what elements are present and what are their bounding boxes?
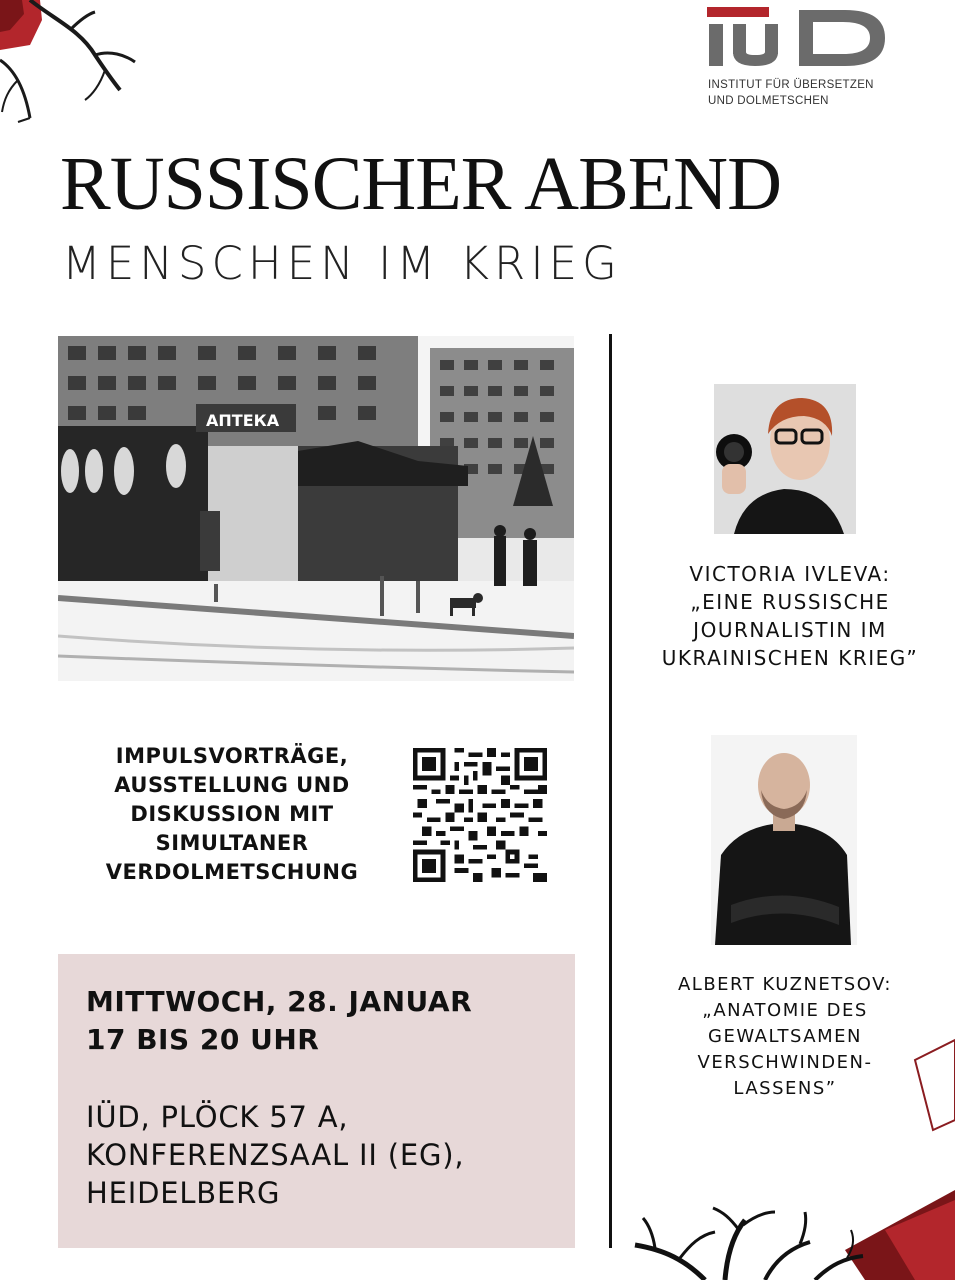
branch-decoration-bottom-right — [615, 1020, 955, 1280]
page-subtitle: MENSCHEN IM KRIEG — [62, 237, 622, 290]
speaker-2-line: LASSENS” — [733, 1078, 837, 1099]
program-line: SIMULTANER — [155, 831, 309, 855]
event-time: 17 BIS 20 UHR — [86, 1023, 320, 1056]
speaker-2-line: GEWALTSAMEN — [708, 1026, 862, 1047]
street-scene-illustration — [58, 336, 574, 681]
event-address — [86, 1098, 464, 1212]
branch-decoration-top-left — [0, 0, 150, 130]
speaker-2-line: „ANATOMIE DES — [702, 1000, 868, 1021]
program-line: IMPULSVORTRÄGE, — [115, 744, 349, 768]
speaker-1-talk — [630, 560, 950, 672]
speaker-1-line: JOURNALISTIN IM — [693, 618, 887, 642]
event-date: MITTWOCH, 28. JANUAR — [86, 985, 473, 1018]
speaker-1-line: VICTORIA IVLEVA: — [689, 562, 891, 586]
speaker-1-photo — [714, 384, 856, 534]
program-line: AUSSTELLUNG UND — [114, 773, 350, 797]
iud-logo-mark — [705, 4, 890, 72]
speaker-2-photo — [711, 735, 857, 945]
speaker-1-portrait — [714, 384, 856, 534]
speaker-2-line: VERSCHWINDEN- — [697, 1052, 873, 1073]
speaker-1-line: „EINE RUSSISCHE — [690, 590, 890, 614]
address-line: IÜD, PLÖCK 57 A, — [86, 1100, 349, 1134]
logo-line-2: UND DOLMETSCHEN — [708, 95, 829, 107]
qr-code-icon[interactable] — [413, 748, 547, 882]
page-title: RUSSISCHER ABEND — [60, 142, 781, 226]
program-description — [82, 742, 382, 887]
address-line: HEIDELBERG — [86, 1176, 281, 1210]
speaker-2-portrait — [711, 735, 857, 945]
war-street-photo — [58, 336, 574, 681]
event-datetime — [86, 983, 472, 1059]
shop-sign: АПТЕКА — [206, 411, 280, 430]
logo-line-1: INSTITUT FÜR ÜBERSETZEN — [708, 79, 874, 91]
address-line: KONFERENZSAAL II (EG), — [86, 1138, 465, 1172]
iud-logo — [705, 4, 895, 114]
program-line: VERDOLMETSCHUNG — [105, 860, 359, 884]
speaker-2-line: ALBERT KUZNETSOV: — [677, 974, 892, 995]
program-line: DISKUSSION MIT — [130, 802, 334, 826]
vertical-divider — [609, 334, 612, 1248]
speaker-1-line: UKRAINISCHEN KRIEG” — [661, 646, 919, 670]
